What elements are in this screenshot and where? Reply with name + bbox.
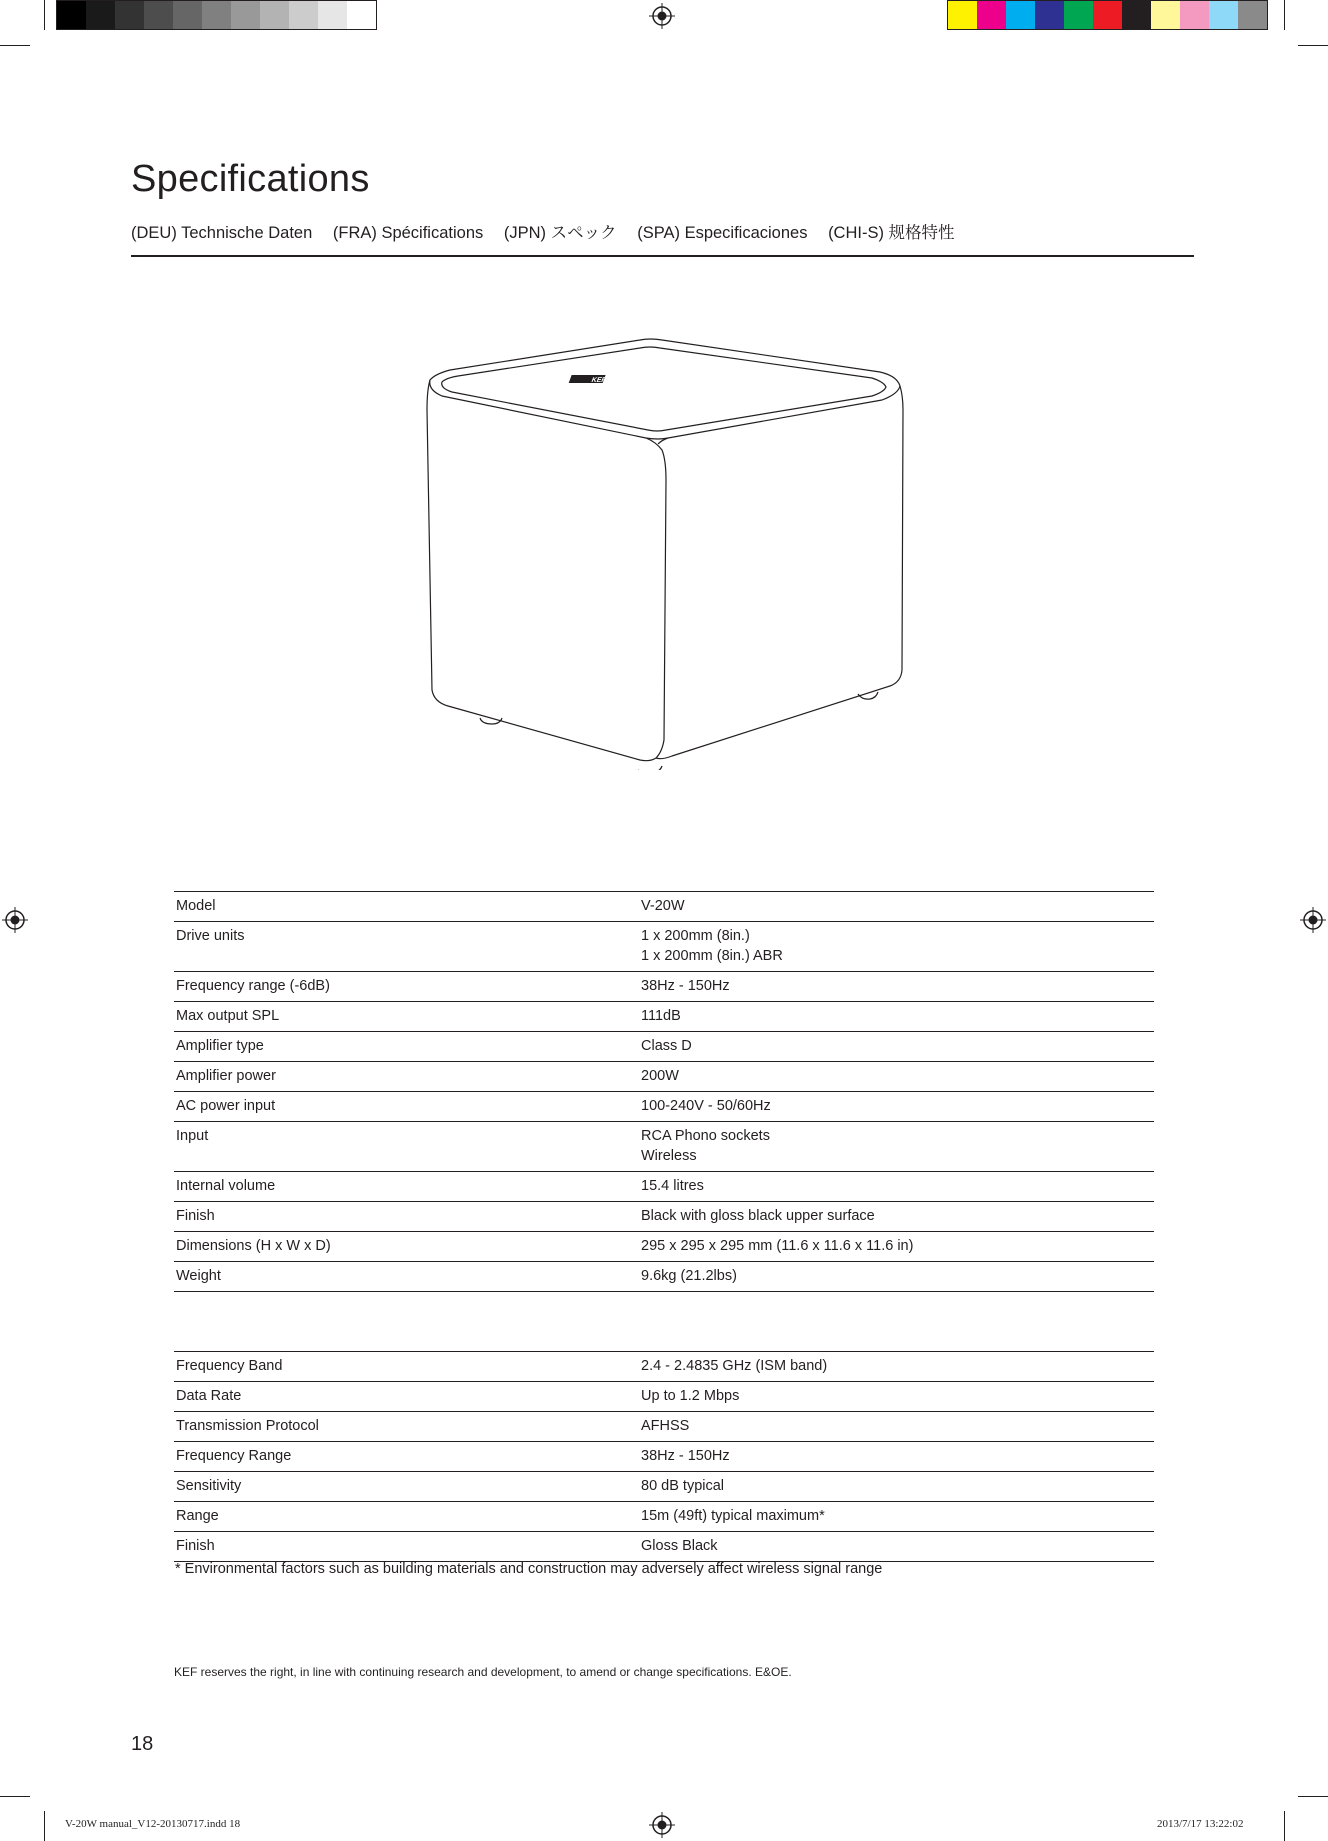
spec-value-cell (639, 1032, 1154, 1062)
crop-mark (1284, 0, 1285, 30)
spec-label: Data Rate (176, 1388, 242, 1404)
spec-value-cell (639, 1472, 1154, 1502)
spec-row (174, 1352, 1154, 1382)
spec-value: 80 dB typical (641, 1478, 725, 1494)
color-swatch (144, 1, 173, 29)
spec-value-cell (639, 1262, 1154, 1292)
page-number: 18 (131, 1733, 154, 1755)
spec-label: Model (176, 898, 216, 914)
spec-value: 1 x 200mm (8in.) (641, 928, 750, 944)
spec-value: 38Hz - 150Hz (641, 1448, 730, 1464)
language-title-spa: (SPA) Especificaciones (637, 224, 808, 242)
registration-mark-icon (2, 907, 28, 933)
spec-row (174, 1232, 1154, 1262)
spec-value-cell (639, 892, 1154, 922)
spec-value-cell (639, 1382, 1154, 1412)
spec-value-cell (639, 1122, 1154, 1172)
crop-mark (1298, 45, 1328, 46)
language-titles (131, 219, 971, 243)
spec-value-cell (639, 1172, 1154, 1202)
spec-row (174, 1502, 1154, 1532)
crop-mark (44, 0, 45, 30)
footnote: * Environmental factors such as building materials and construction may adversely affect wireless signal range (175, 1561, 883, 1577)
spec-label: Input (176, 1128, 209, 1144)
registration-mark-icon (649, 1812, 675, 1838)
subwoofer-illustration (400, 330, 920, 770)
color-swatch (1064, 1, 1093, 29)
color-swatch (202, 1, 231, 29)
spec-row (174, 922, 1154, 972)
spec-value: 9.6kg (21.2lbs) (641, 1268, 737, 1284)
color-swatch (86, 1, 115, 29)
spec-value: 38Hz - 150Hz (641, 978, 730, 994)
color-swatch (1035, 1, 1064, 29)
spec-value-cell (639, 972, 1154, 1002)
title-divider (131, 255, 1194, 257)
color-swatch (1209, 1, 1238, 29)
spec-value: 200W (641, 1068, 679, 1084)
spec-label: Finish (176, 1538, 215, 1554)
spec-label: Transmission Protocol (176, 1418, 319, 1434)
spec-value: Black with gloss black upper surface (641, 1208, 875, 1224)
color-swatch (115, 1, 144, 29)
spec-label: Frequency range (-6dB) (176, 978, 330, 994)
spec-value: 111dB (641, 1008, 681, 1024)
spec-value: 15.4 litres (641, 1178, 704, 1194)
spec-value: 2.4 - 2.4835 GHz (ISM band) (641, 1358, 828, 1374)
language-title-chi: (CHI-S) 规格特性 (828, 224, 955, 242)
spec-value: Wireless (641, 1148, 697, 1164)
spec-label: Max output SPL (176, 1008, 280, 1024)
spec-label: Weight (176, 1268, 221, 1284)
disclaimer: KEF reserves the right, in line with continuing research and development, to amend or change specifications. E&OE. (174, 1665, 792, 1679)
spec-row (174, 1412, 1154, 1442)
spec-row (174, 1532, 1154, 1562)
spec-label: Amplifier power (176, 1068, 276, 1084)
spec-value-cell (639, 1002, 1154, 1032)
spec-row (174, 1122, 1154, 1172)
spec-label: Frequency Band (176, 1358, 283, 1374)
language-title-jpn: (JPN) スペック (503, 224, 617, 242)
color-swatch (1122, 1, 1151, 29)
language-title-fra: (FRA) Spécifications (332, 224, 484, 242)
spec-label: AC power input (176, 1098, 276, 1114)
svg-text:KEF: KEF (590, 375, 608, 384)
spec-value-cell (639, 1062, 1154, 1092)
color-swatch (289, 1, 318, 29)
process-color-bar (947, 0, 1268, 30)
spec-row (174, 1092, 1154, 1122)
color-swatch (948, 1, 977, 29)
crop-mark (1298, 1796, 1328, 1797)
spec-row (174, 1472, 1154, 1502)
color-swatch (318, 1, 347, 29)
spec-value-cell (639, 1502, 1154, 1532)
spec-row (174, 1032, 1154, 1062)
spec-row (174, 1172, 1154, 1202)
color-swatch (347, 1, 376, 29)
crop-mark (0, 1796, 30, 1797)
slug-timestamp: 2013/7/17 13:22:02 (1157, 1818, 1244, 1830)
spec-row (174, 1062, 1154, 1092)
spec-value-cell (639, 1442, 1154, 1472)
spec-value-cell (639, 1232, 1154, 1262)
spec-row (174, 1202, 1154, 1232)
grayscale-color-bar (56, 0, 377, 30)
spec-row (174, 892, 1154, 922)
spec-value-cell (639, 1202, 1154, 1232)
color-swatch (1151, 1, 1180, 29)
spec-label: Frequency Range (176, 1448, 292, 1464)
crop-mark (0, 45, 30, 46)
spec-value: RCA Phono sockets (641, 1128, 770, 1144)
crop-mark (1284, 1811, 1285, 1841)
spec-row (174, 1442, 1154, 1472)
spec-value: 295 x 295 x 295 mm (11.6 x 11.6 x 11.6 in) (641, 1238, 914, 1254)
spec-value: Up to 1.2 Mbps (641, 1388, 740, 1404)
spec-value: 100-240V - 50/60Hz (641, 1098, 771, 1114)
color-swatch (260, 1, 289, 29)
spec-value-cell (639, 1532, 1154, 1562)
color-swatch (1093, 1, 1122, 29)
spec-value-cell (639, 1092, 1154, 1122)
spec-value: Gloss Black (641, 1538, 718, 1554)
spec-value: V-20W (641, 898, 685, 914)
color-swatch (173, 1, 202, 29)
slug-file-info: V-20W manual_V12-20130717.indd 18 (65, 1818, 241, 1830)
specifications-table (174, 891, 1154, 1292)
kef-logo (569, 375, 608, 384)
spec-value-cell (639, 1412, 1154, 1442)
color-swatch (1006, 1, 1035, 29)
spec-value: 1 x 200mm (8in.) ABR (641, 948, 783, 964)
spec-label: Drive units (176, 928, 245, 944)
spec-row (174, 972, 1154, 1002)
spec-label: Amplifier type (176, 1038, 264, 1054)
color-swatch (1180, 1, 1209, 29)
color-swatch (231, 1, 260, 29)
color-swatch (1238, 1, 1267, 29)
language-title-deu: (DEU) Technische Daten (131, 224, 313, 242)
crop-mark (44, 1811, 45, 1841)
spec-label: Sensitivity (176, 1478, 242, 1494)
spec-value-cell (639, 922, 1154, 972)
page-title: Specifications (131, 158, 370, 200)
color-swatch (57, 1, 86, 29)
spec-value: Class D (641, 1038, 692, 1054)
spec-label: Range (176, 1508, 219, 1524)
spec-row (174, 1382, 1154, 1412)
spec-label: Dimensions (H x W x D) (176, 1238, 331, 1254)
spec-value: 15m (49ft) typical maximum* (641, 1508, 825, 1524)
wireless-specifications-table (174, 1351, 1154, 1562)
registration-mark-icon (649, 3, 675, 29)
spec-row (174, 1262, 1154, 1292)
color-swatch (977, 1, 1006, 29)
spec-label: Internal volume (176, 1178, 276, 1194)
spec-row (174, 1002, 1154, 1032)
spec-value: AFHSS (641, 1418, 690, 1434)
spec-label: Finish (176, 1208, 215, 1224)
registration-mark-icon (1300, 907, 1326, 933)
spec-value-cell (639, 1352, 1154, 1382)
